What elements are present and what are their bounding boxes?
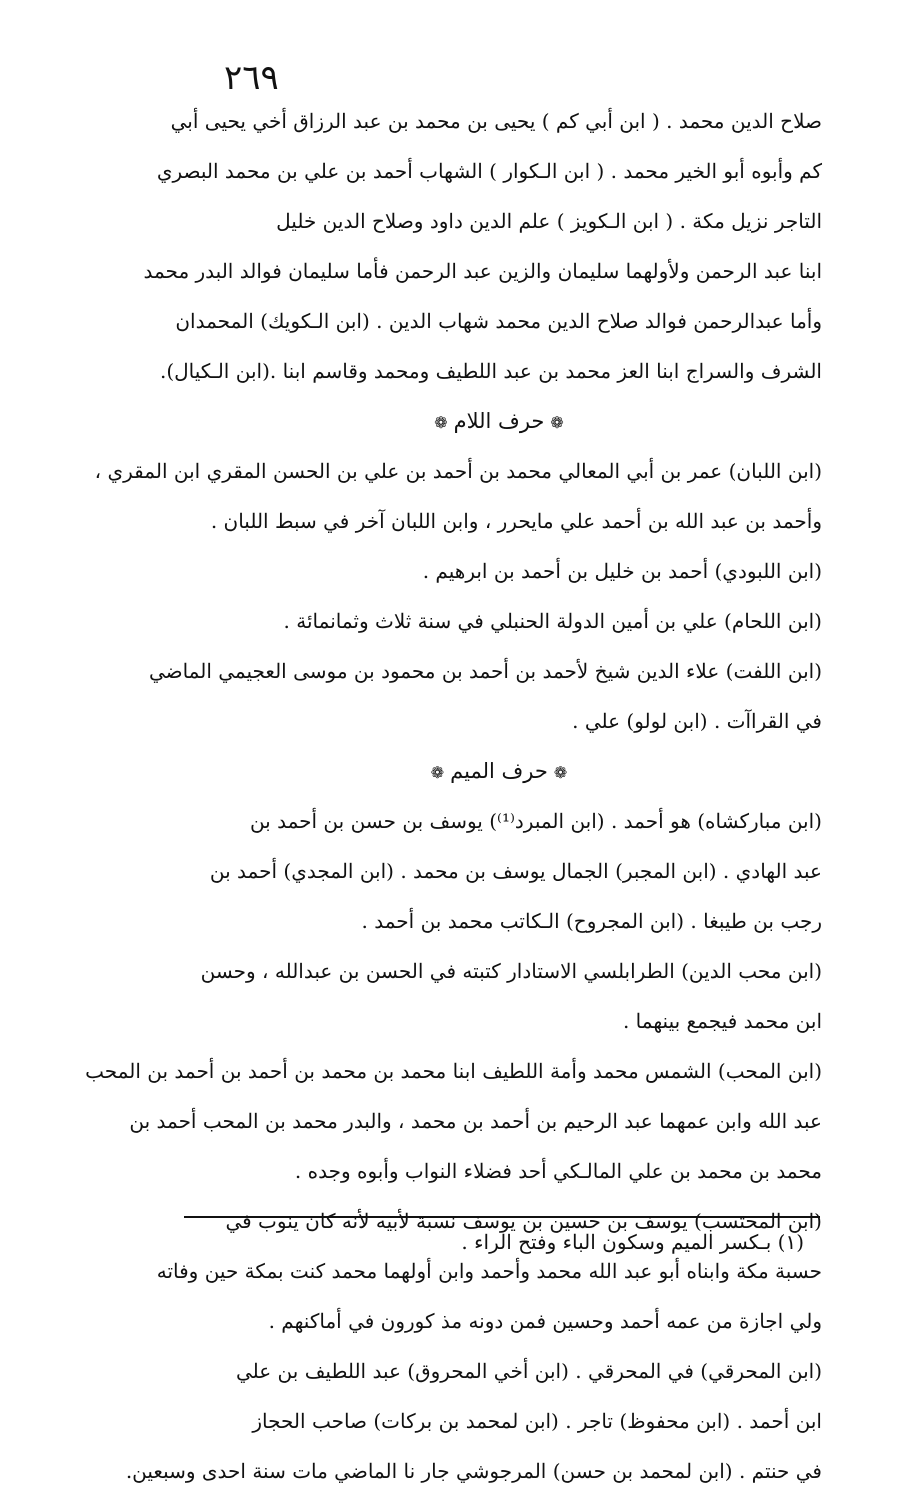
text-line: وأحمد بن عبد الله بن أحمد علي مايحرر ، وابن اللبان آخر في سبط اللبان . xyxy=(210,509,822,533)
text-line: (ابن مباركشاه) هو أحمد . (ابن المبرد⁽¹⁾) يوسف بن حسن بن أحمد بن xyxy=(249,809,822,833)
page-number: ٢٦٩ xyxy=(224,58,279,98)
text-line: (ابن المحرقي) في المحرقي . (ابن أخي المحروق) عبد اللطيف بن علي xyxy=(235,1359,822,1383)
text-line: (ابن المحب) الشمس محمد وأمة اللطيف ابنا محمد بن محمد بن أحمد بن أحمد بن المحب xyxy=(85,1059,822,1083)
text-line: كم وأبوه أبو الخير محمد . ( ابن الـكوار ) الشهاب أحمد بن علي بن محمد البصري xyxy=(156,159,822,183)
text-line: ولي اجازة من عمه أحمد وحسين فمن دونه مذ كورون في أماكنهم . xyxy=(268,1309,822,1333)
text-line: وأما عبدالرحمن فوالد صلاح الدين محمد شهاب الدين . (ابن الـكويك) المحمدان xyxy=(175,309,822,333)
text-line: في حنتم . (ابن لمحمد بن حسن) المرجوشي جار نا الماضي مات سنة احدى وسبعين. xyxy=(125,1459,822,1483)
text-line: (ابن اللبودي) أحمد بن خليل بن أحمد بن ابرهيم . xyxy=(422,559,822,583)
text-line: ابن أحمد . (ابن محفوظ) تاجر . (ابن لمحمد بن بركات) صاحب الحجاز xyxy=(252,1409,822,1433)
text-line: (ابن محب الدين) الطرابلسي الاستادار كتبته في الحسن بن عبدالله ، وحسن xyxy=(200,959,822,983)
text-line: حسبة مكة وابناه أبو عبد الله محمد وأحمد وابن أولهما محمد كنت بمكة حين وفاته xyxy=(156,1259,822,1283)
text-line: محمد بن محمد بن علي المالـكي أحد فضلاء النواب وأبوه وجده . xyxy=(294,1159,822,1183)
section-heading-mim xyxy=(176,746,822,796)
text-line: ابن محمد فيجمع بينهما . xyxy=(622,1009,822,1033)
ornament-icon: ❁ xyxy=(553,763,568,782)
ornament-icon: ❁ xyxy=(430,763,445,782)
text-line: صلاح الدين محمد . ( ابن أبي كم ) يحيى بن محمد بن عبد الرزاق أخي يحيى أبي xyxy=(170,109,822,133)
text-line: ابنا عبد الرحمن ولأولهما سليمان والزين عبد الرحمن فأما سليمان فوالد البدر محمد xyxy=(143,259,822,283)
ornament-icon: ❁ xyxy=(550,413,564,432)
text-line: التاجر نزيل مكة . ( ابن الـكويز ) علم الدين داود وصلاح الدين خليل xyxy=(276,209,822,233)
text-line: (ابن اللحام) علي بن أمين الدولة الحنبلي في سنة ثلاث وثمانمائة . xyxy=(283,609,822,633)
text-line: في القراآت . (ابن لولو) علي . xyxy=(572,709,822,733)
footnote: (١) بـكسر الميم وسكون الباء وفتح الراء . xyxy=(461,1230,804,1254)
text-line: الشرف والسراج ابنا العز محمد بن عبد اللطيف ومحمد وقاسم ابنا .(ابن الـكيال). xyxy=(159,359,822,383)
ornament-icon: ❁ xyxy=(434,413,448,432)
section-heading-text: حرف الميم xyxy=(450,759,548,783)
text-line: (ابن المحتسب) يوسف بن حسين بن يوسف نسبة لأبيه لأنه كان ينوب في xyxy=(225,1209,822,1233)
text-line: عبد الهادي . (ابن المجبر) الجمال يوسف بن محمد . (ابن المجدي) أحمد بن xyxy=(209,859,822,883)
text-line: عبد الله وابن عمهما عبد الرحيم بن أحمد بن محمد ، والبدر محمد بن المحب أحمد بن xyxy=(129,1109,822,1133)
text-line: (ابن اللفت) علاء الدين شيخ لأحمد بن أحمد بن محمود بن موسى العجيمي الماضي xyxy=(148,659,822,683)
section-heading-lam xyxy=(176,396,822,446)
section-heading-text: حرف اللام xyxy=(453,409,545,433)
footnote-divider xyxy=(184,1216,820,1218)
text-line: (ابن اللبان) عمر بن أبي المعالي محمد بن أحمد بن علي بن الحسن المقري ابن المقري ، xyxy=(94,459,822,483)
text-line: رجب بن طيبغا . (ابن المجروح) الـكاتب محمد بن أحمد . xyxy=(361,909,822,933)
main-text xyxy=(85,96,822,1496)
